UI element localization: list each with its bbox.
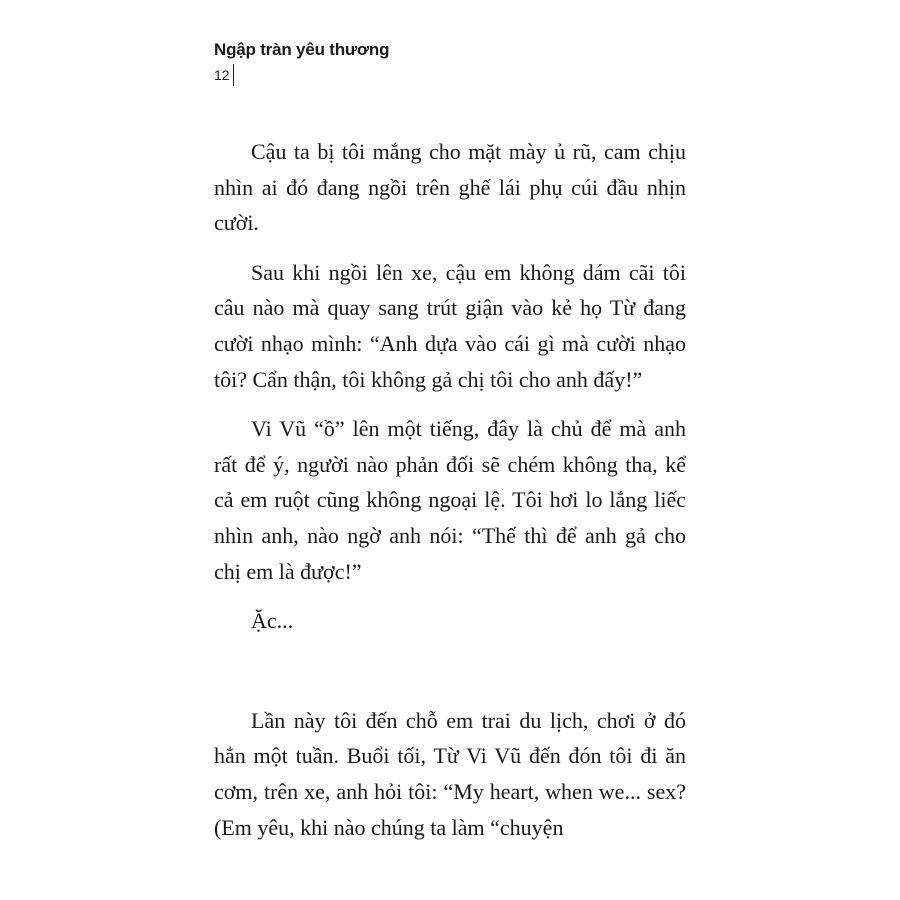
page-number-divider <box>233 64 235 86</box>
page-body <box>214 134 686 859</box>
paragraph-4: Ặc... <box>251 608 294 634</box>
page-number: 12 <box>214 67 230 83</box>
paragraph-5: Lần này tôi đến chỗ em trai du lịch, chơi ở đó hẳn một tuần. Buổi tối, Từ Vi Vũ đến đón tôi đi ăn cơm, trên xe, anh hỏi tôi: “My heart, when we... sex? (Em yêu, khi nào chúng ta làm “chuyện <box>214 707 686 840</box>
paragraph-2: Sau khi ngồi lên xe, cậu em không dám cãi tôi câu nào mà quay sang trút giận vào kẻ họ Từ đang cười nhạo mình: “Anh dựa vào cái gì mà cười nhạo tôi? Cẩn thận, tôi không gả chị tôi cho anh đấy!” <box>214 259 686 392</box>
section-break <box>214 653 686 703</box>
paragraph-1: Cậu ta bị tôi mắng cho mặt mày ủ rũ, cam chịu nhìn ai đó đang ngồi trên ghế lái phụ cúi đầu nhịn cười. <box>214 139 686 236</box>
page-number-row <box>214 62 389 88</box>
paragraph-3: Vi Vũ “ồ” lên một tiếng, đây là chủ để mà anh rất để ý, người nào phản đối sẽ chém không tha, kể cả em ruột cũng không ngoại lệ. Tôi hơi lo lắng liếc nhìn anh, nào ngờ anh nói: “Thế thì để anh gả cho chị em là được!” <box>214 416 686 584</box>
book-title: Ngập tràn yêu thương <box>214 40 390 59</box>
page-header <box>214 38 389 88</box>
